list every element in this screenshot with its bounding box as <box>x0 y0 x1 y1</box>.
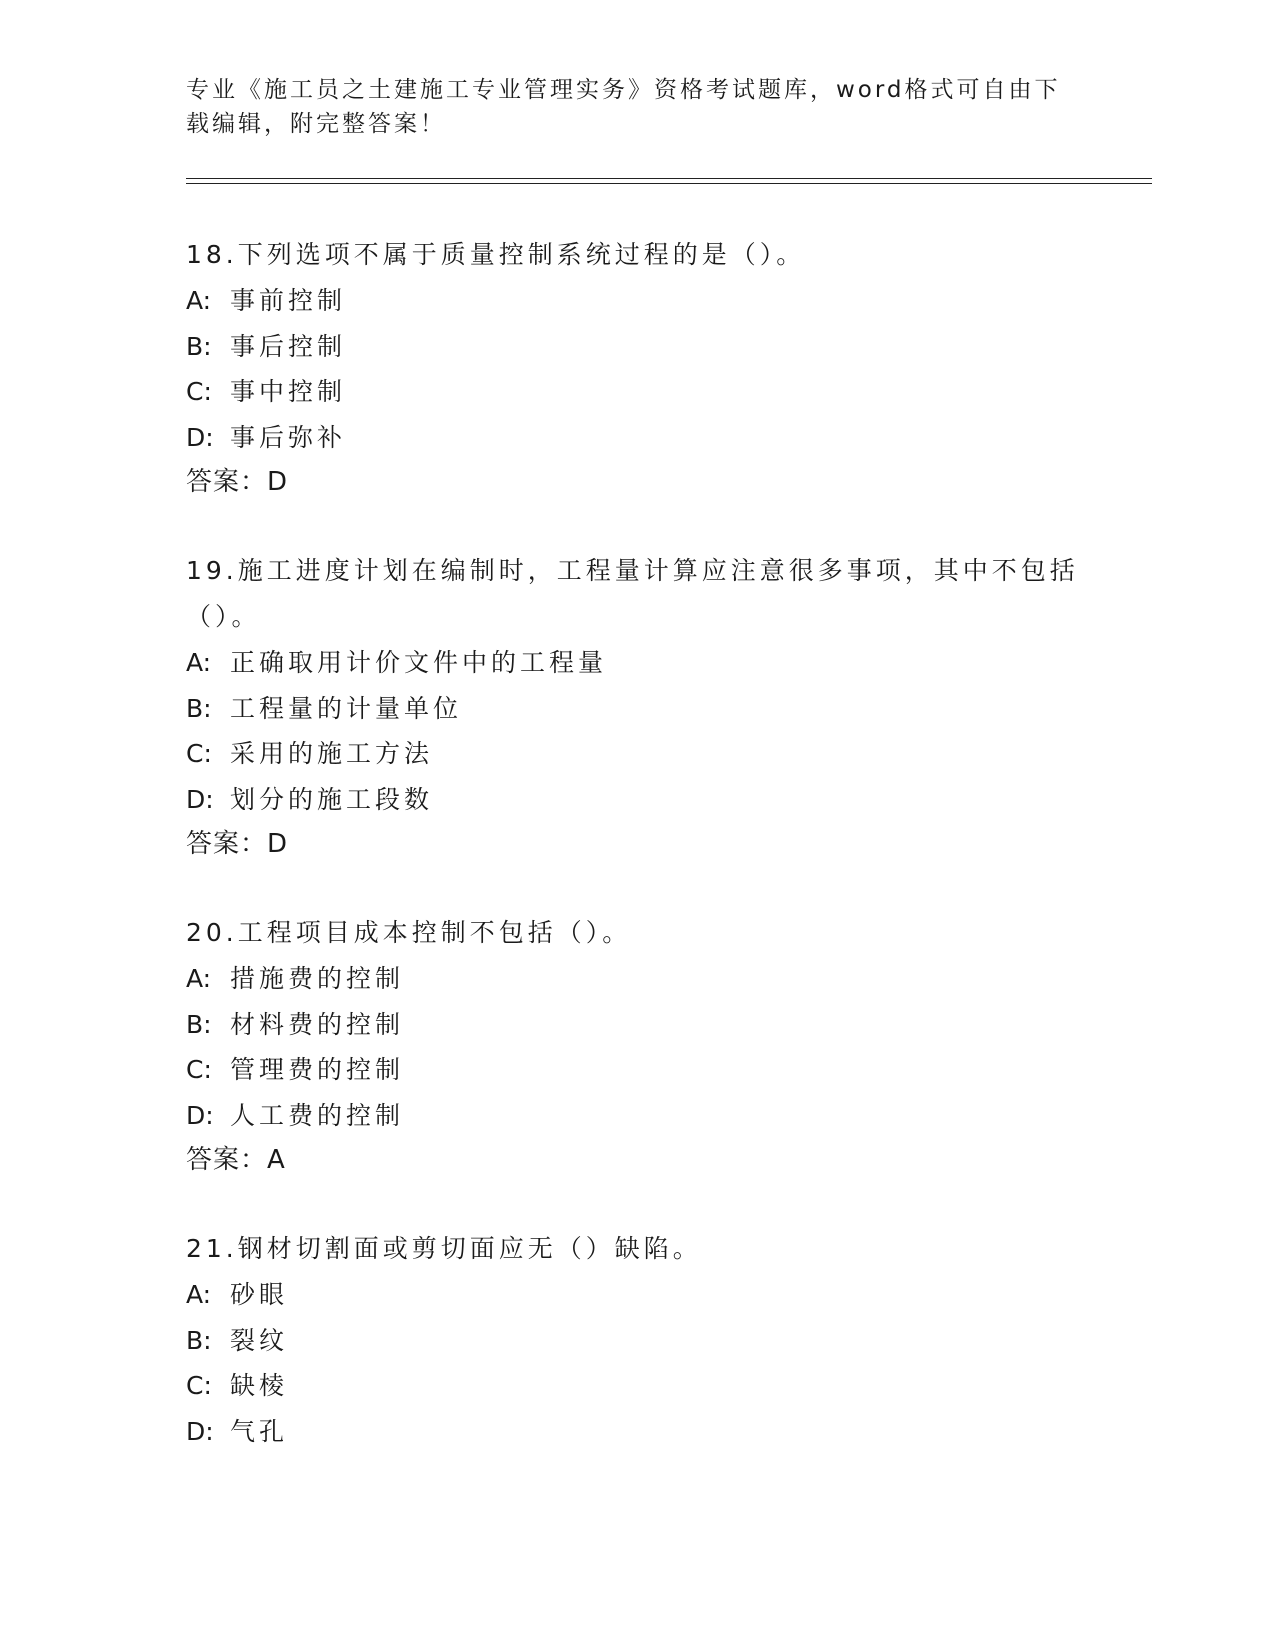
question-list <box>186 232 1086 1497</box>
option-text: 正确取用计价文件中的工程量 <box>230 648 608 677</box>
question-stem: 19.施工进度计划在编制时，工程量计算应注意很多事项，其中不包括（）。 <box>186 556 1079 631</box>
option-text: 事前控制 <box>230 286 347 315</box>
option-d <box>186 415 1086 461</box>
option-letter: A: <box>186 286 212 315</box>
option-c <box>186 1363 1086 1409</box>
header-divider-bottom <box>186 183 1152 184</box>
option-letter: B: <box>186 1325 212 1355</box>
option-text: 裂纹 <box>230 1325 289 1355</box>
option-a <box>186 1272 1086 1318</box>
question-item <box>186 1226 1086 1454</box>
option-letter: B: <box>186 331 212 361</box>
question-stem: 20.工程项目成本控制不包括（）。 <box>186 918 632 947</box>
option-letter: C: <box>186 1371 212 1400</box>
option-d <box>186 777 1086 823</box>
option-text: 事中控制 <box>230 377 347 406</box>
option-text: 工程量的计量单位 <box>230 693 463 723</box>
option-d <box>186 1093 1086 1139</box>
option-text: 事后控制 <box>230 331 347 361</box>
option-a <box>186 956 1086 1002</box>
option-letter: C: <box>186 739 212 768</box>
option-letter: C: <box>186 377 212 406</box>
option-a <box>186 640 1086 686</box>
option-text: 采用的施工方法 <box>230 739 434 768</box>
option-letter: D: <box>186 1100 214 1130</box>
header-divider-top <box>186 178 1152 179</box>
option-letter: A: <box>186 648 212 677</box>
answer-line: 答案：D <box>186 467 289 497</box>
question-item <box>186 910 1086 1183</box>
question-item <box>186 232 1086 505</box>
option-letter: D: <box>186 784 214 814</box>
option-b <box>186 1318 1086 1364</box>
option-b <box>186 1002 1086 1048</box>
option-b <box>186 324 1086 370</box>
option-b <box>186 686 1086 732</box>
option-c <box>186 731 1086 777</box>
option-c <box>186 1047 1086 1093</box>
question-item <box>186 548 1086 867</box>
option-c <box>186 369 1086 415</box>
option-text: 人工费的控制 <box>230 1100 405 1130</box>
question-stem: 18.下列选项不属于质量控制系统过程的是（）。 <box>186 240 806 269</box>
answer-line: 答案：A <box>186 1145 286 1175</box>
option-letter: D: <box>186 422 214 452</box>
option-letter: D: <box>186 1416 214 1446</box>
option-text: 材料费的控制 <box>230 1009 405 1039</box>
option-letter: A: <box>186 1280 212 1309</box>
option-letter: B: <box>186 693 212 723</box>
option-text: 划分的施工段数 <box>230 784 434 814</box>
option-text: 管理费的控制 <box>230 1055 405 1084</box>
option-letter: B: <box>186 1009 212 1039</box>
option-text: 措施费的控制 <box>230 964 405 993</box>
option-d <box>186 1409 1086 1455</box>
document-header: 专业《施工员之土建施工专业管理实务》资格考试题库，word格式可自由下载编辑，附完整答案！ <box>186 77 1061 137</box>
option-letter: C: <box>186 1055 212 1084</box>
answer-line: 答案：D <box>186 829 289 859</box>
option-text: 砂眼 <box>230 1280 289 1309</box>
option-letter: A: <box>186 964 212 993</box>
option-text: 事后弥补 <box>230 422 347 452</box>
question-stem: 21.钢材切割面或剪切面应无（）缺陷。 <box>186 1234 702 1263</box>
option-a <box>186 278 1086 324</box>
option-text: 缺棱 <box>230 1371 289 1400</box>
option-text: 气孔 <box>230 1416 289 1446</box>
